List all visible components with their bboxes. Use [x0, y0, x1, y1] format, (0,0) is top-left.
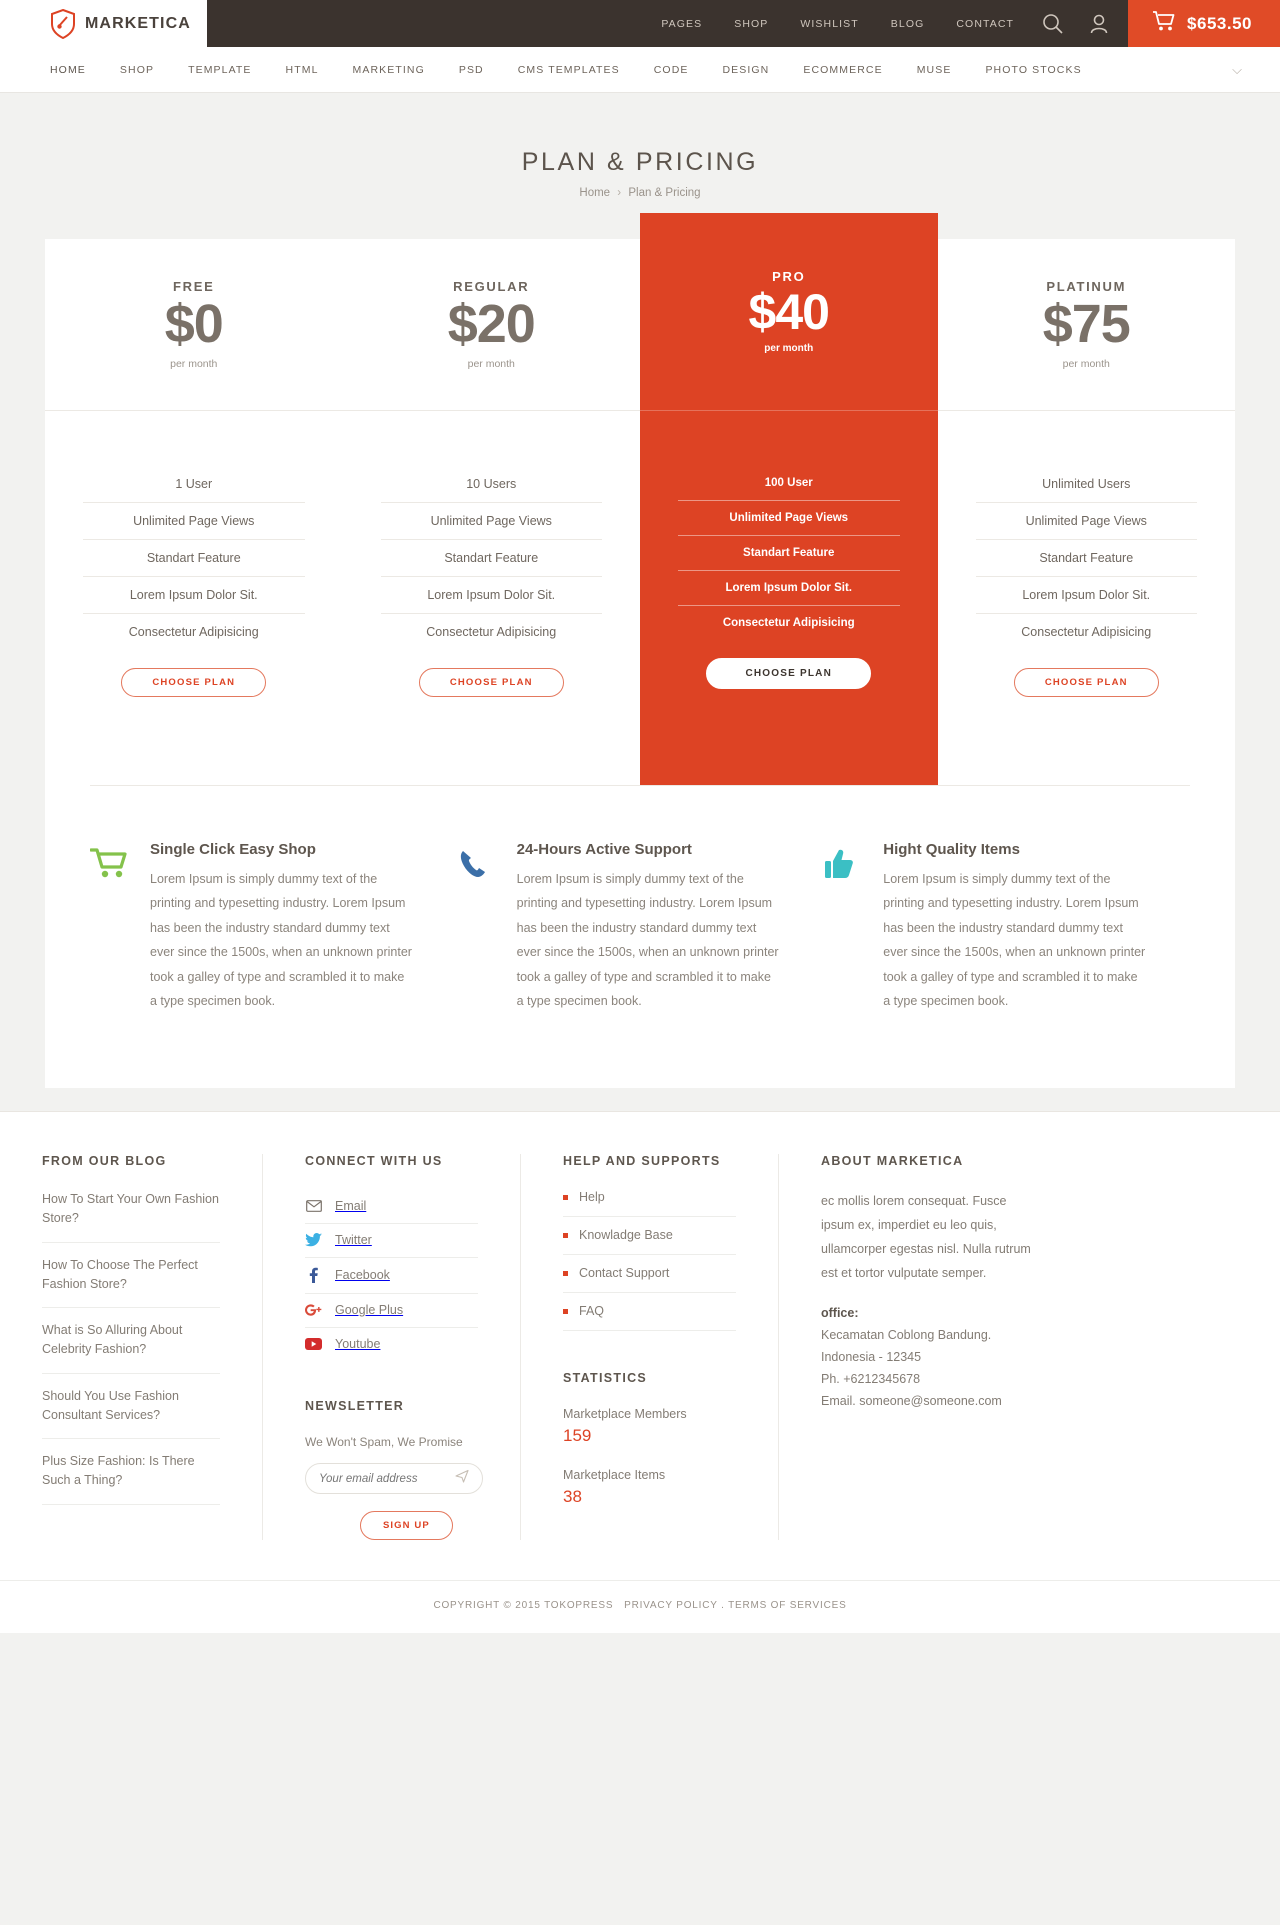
twitter-icon [305, 1233, 322, 1247]
footer-section-title: HELP AND SUPPORTS [563, 1154, 721, 1169]
top-nav-item-blog[interactable]: BLOG [890, 17, 925, 30]
blog-link[interactable]: How To Start Your Own Fashion Store? [42, 1190, 220, 1243]
phone-icon [457, 841, 517, 1013]
newsletter-signup-button[interactable]: SIGN UP [360, 1511, 453, 1540]
plan-feature: Lorem Ipsum Dolor Sit. [678, 571, 900, 606]
youtube-icon [305, 1338, 322, 1350]
envelope-icon [305, 1200, 322, 1212]
plan-card-pro [640, 213, 938, 785]
plan-features [343, 411, 641, 650]
plan-feature: Standart Feature [976, 540, 1198, 577]
footer-columns [0, 1112, 1280, 1580]
social-label: Email [335, 1199, 367, 1214]
stat-value: 159 [563, 1426, 592, 1446]
choose-plan-button[interactable]: CHOOSE PLAN [706, 658, 871, 689]
social-label: Youtube [335, 1337, 381, 1352]
social-link-email[interactable] [305, 1190, 478, 1224]
nav-muse[interactable]: MUSE [916, 63, 952, 76]
plan-period: per month [170, 357, 218, 370]
plan-head [343, 239, 641, 411]
office-email: Email. someone@someone.com [821, 1393, 1002, 1408]
nav-cms-templates[interactable]: CMS TEMPLATES [517, 63, 620, 76]
logo-shield-icon [50, 9, 76, 39]
plan-feature: Consectetur Adipisicing [1021, 625, 1152, 639]
newsletter-field[interactable] [305, 1463, 483, 1494]
plan-feature: Unlimited Page Views [83, 503, 305, 540]
copyright-text: COPYRIGHT © 2015 TOKOPRESS [433, 1600, 614, 1612]
nav-home[interactable]: HOME [50, 63, 86, 76]
nav-design[interactable]: DESIGN [722, 63, 770, 76]
plan-price: $75 [1042, 294, 1130, 355]
footer-section-title-newsletter: NEWSLETTER [305, 1399, 405, 1414]
google-plus-icon [305, 1304, 322, 1317]
help-link[interactable] [563, 1190, 736, 1217]
top-nav-item-pages[interactable]: PAGES [661, 17, 703, 30]
help-label: FAQ [579, 1304, 605, 1319]
newsletter-subtitle: We Won't Spam, We Promise [305, 1435, 463, 1450]
feature-strip-wrap [45, 785, 1235, 1088]
feature-title: Hight Quality Items [883, 841, 1020, 858]
breadcrumb [0, 187, 1280, 199]
office-phone: Ph. +6212345678 [821, 1371, 921, 1386]
plan-feature: Consectetur Adipisicing [722, 617, 855, 629]
help-link[interactable] [563, 1293, 736, 1331]
blog-link[interactable]: How To Choose The Perfect Fashion Store? [42, 1243, 220, 1309]
plan-price: $0 [164, 294, 223, 355]
feature-item [823, 841, 1190, 1013]
plan-head [938, 239, 1236, 411]
page-title: PLAN & PRICING [521, 148, 759, 176]
copyright-bar [0, 1580, 1280, 1633]
social-label: Twitter [335, 1233, 372, 1248]
blog-link[interactable]: Should You Use Fashion Consultant Services? [42, 1374, 220, 1440]
top-nav-item-shop[interactable]: SHOP [734, 17, 769, 30]
content-area [45, 239, 1235, 1088]
plan-title: PLATINUM [1046, 279, 1127, 295]
logo[interactable] [0, 0, 207, 47]
nav-photo-stocks[interactable]: PHOTO STOCKS [985, 63, 1082, 76]
footer-section-title: CONNECT WITH US [305, 1154, 443, 1169]
plan-feature: Standart Feature [381, 540, 603, 577]
nav-ecommerce[interactable]: ECOMMERCE [803, 63, 883, 76]
help-label: Help [579, 1190, 605, 1205]
plan-cta-wrap [343, 650, 641, 767]
footer-blog-column [0, 1154, 262, 1540]
stat-label: Marketplace Members [563, 1407, 687, 1422]
social-link-youtube[interactable] [305, 1328, 478, 1361]
plan-feature: 1 User [83, 466, 305, 503]
social-link-google-plus[interactable] [305, 1294, 478, 1328]
breadcrumb-current: Plan & Pricing [628, 187, 701, 199]
plan-head [45, 239, 343, 411]
nav-shop[interactable]: SHOP [119, 63, 155, 76]
top-bar [0, 0, 1280, 47]
choose-plan-button[interactable]: CHOOSE PLAN [121, 668, 266, 697]
office-address-1: Kecamatan Coblong Bandung. [821, 1328, 992, 1343]
feature-body: Lorem Ipsum is simply dummy text of the printing and typesetting industry. Lorem Ipsum has been the industry standard dummy text ever since the 1500s, when an unknown printer took a galley of type and scrambled it to make a type specimen book. [150, 872, 412, 1008]
plan-features [45, 411, 343, 650]
copyright-links[interactable]: PRIVACY POLICY . TERMS OF SERVICES [624, 1600, 847, 1612]
plan-feature: Unlimited Page Views [976, 503, 1198, 540]
choose-plan-button[interactable]: CHOOSE PLAN [419, 668, 564, 697]
breadcrumb-home[interactable]: Home [579, 187, 611, 199]
chevron-down-icon[interactable]: ⌵ [1232, 61, 1242, 77]
plan-price: $20 [447, 294, 535, 355]
top-nav [207, 0, 1128, 47]
top-icons [1030, 0, 1122, 47]
nav-html[interactable]: HTML [285, 63, 319, 76]
plan-title: FREE [173, 279, 215, 295]
plan-period: per month [467, 357, 515, 370]
footer-section-title: ABOUT MARKETICA [821, 1154, 964, 1169]
bullet-icon [563, 1271, 568, 1276]
blog-link[interactable]: What is So Alluring About Celebrity Fashion? [42, 1308, 220, 1374]
plan-feature: Standart Feature [83, 540, 305, 577]
nav-psd[interactable]: PSD [458, 63, 484, 76]
plan-head [640, 213, 938, 411]
social-link-twitter[interactable] [305, 1224, 478, 1258]
cart-button[interactable] [1128, 0, 1280, 47]
bullet-icon [563, 1195, 568, 1200]
nav-marketing[interactable]: MARKETING [352, 63, 425, 76]
paper-plane-icon[interactable] [455, 1469, 469, 1488]
about-contact [821, 1303, 1036, 1412]
footer-connect-column [262, 1154, 520, 1540]
social-label: Facebook [335, 1268, 390, 1283]
plan-cta-wrap [45, 650, 343, 767]
feature-title: Single Click Easy Shop [150, 841, 316, 858]
help-label: Knowladge Base [579, 1228, 673, 1243]
facebook-icon [305, 1267, 322, 1283]
plan-feature: Consectetur Adipisicing [426, 625, 557, 639]
shopping-cart-icon [90, 841, 150, 1013]
plan-feature: Consectetur Adipisicing [128, 625, 259, 639]
plan-feature: Lorem Ipsum Dolor Sit. [381, 577, 603, 614]
footer-section-title-statistics: STATISTICS [563, 1371, 648, 1386]
thumbs-up-icon [823, 841, 883, 1013]
stat-value: 38 [563, 1487, 582, 1507]
plan-feature: Lorem Ipsum Dolor Sit. [83, 577, 305, 614]
footer-section-title: FROM OUR BLOG [42, 1154, 167, 1169]
footer-about-column [778, 1154, 1078, 1540]
newsletter-email-input[interactable] [319, 1473, 454, 1485]
bullet-icon [563, 1309, 568, 1314]
plan-feature: 100 User [678, 466, 900, 501]
stat-label: Marketplace Items [563, 1468, 666, 1483]
feature-strip [45, 786, 1235, 1088]
choose-plan-button[interactable]: CHOOSE PLAN [1014, 668, 1159, 697]
cart-icon [1152, 10, 1176, 37]
footer [0, 1111, 1280, 1633]
plan-card-free [45, 239, 343, 785]
bullet-icon [563, 1233, 568, 1238]
plan-feature: Unlimited Page Views [678, 501, 900, 536]
plan-cta-wrap [640, 640, 938, 759]
plan-feature: Lorem Ipsum Dolor Sit. [976, 577, 1198, 614]
logo-text: MARKETICA [85, 14, 191, 32]
nav-code[interactable]: CODE [653, 63, 689, 76]
footer-help-column [520, 1154, 778, 1540]
nav-template[interactable]: TEMPLATE [188, 63, 252, 76]
feature-item [90, 841, 457, 1013]
plan-features [640, 411, 938, 640]
plan-title: REGULAR [453, 279, 530, 295]
plan-card-regular [343, 239, 641, 785]
about-body: ec mollis lorem consequat. Fusce ipsum ex, imperdiet eu leo quis, ullamcorper egestas nisl. Nulla rutrum est et tortor vulputate semper. [821, 1194, 1031, 1280]
feature-body: Lorem Ipsum is simply dummy text of the printing and typesetting industry. Lorem Ipsum has been the industry standard dummy text ever since the 1500s, when an unknown printer took a galley of type and scrambled it to make a type specimen book. [883, 872, 1146, 1008]
help-link[interactable] [563, 1255, 736, 1293]
plan-feature: Standart Feature [678, 536, 900, 571]
user-icon[interactable] [1076, 0, 1122, 47]
main-nav [0, 47, 1280, 93]
plan-feature: Unlimited Users [976, 466, 1198, 503]
office-label: office: [821, 1306, 859, 1321]
blog-link[interactable]: Plus Size Fashion: Is There Such a Thing? [42, 1439, 220, 1505]
plan-feature: 10 Users [381, 466, 603, 503]
social-link-facebook[interactable] [305, 1258, 478, 1294]
help-link[interactable] [563, 1217, 736, 1255]
plan-title: PRO [772, 268, 806, 284]
feature-title: 24-Hours Active Support [516, 841, 692, 858]
plan-price: $40 [748, 283, 829, 340]
office-address-2: Indonesia - 12345 [821, 1350, 922, 1364]
feature-item [457, 841, 824, 1013]
plan-period: per month [764, 343, 814, 355]
plan-period: per month [1062, 357, 1110, 370]
cart-total: $653.50 [1187, 13, 1252, 33]
plan-features [938, 411, 1236, 650]
pricing-table [45, 239, 1235, 785]
plan-feature: Unlimited Page Views [381, 503, 603, 540]
top-nav-item-contact[interactable]: CONTACT [956, 17, 1015, 30]
search-icon[interactable] [1030, 0, 1076, 47]
top-nav-item-wishlist[interactable]: WISHLIST [800, 17, 859, 30]
help-label: Contact Support [579, 1266, 670, 1281]
social-label: Google Plus [335, 1303, 404, 1318]
feature-body: Lorem Ipsum is simply dummy text of the printing and typesetting industry. Lorem Ipsum has been the industry standard dummy text ever since the 1500s, when an unknown printer took a galley of type and scrambled it to make a type specimen book. [516, 872, 779, 1008]
breadcrumb-separator: › [617, 187, 622, 199]
plan-card-platinum [938, 239, 1236, 785]
plan-cta-wrap [938, 650, 1236, 767]
